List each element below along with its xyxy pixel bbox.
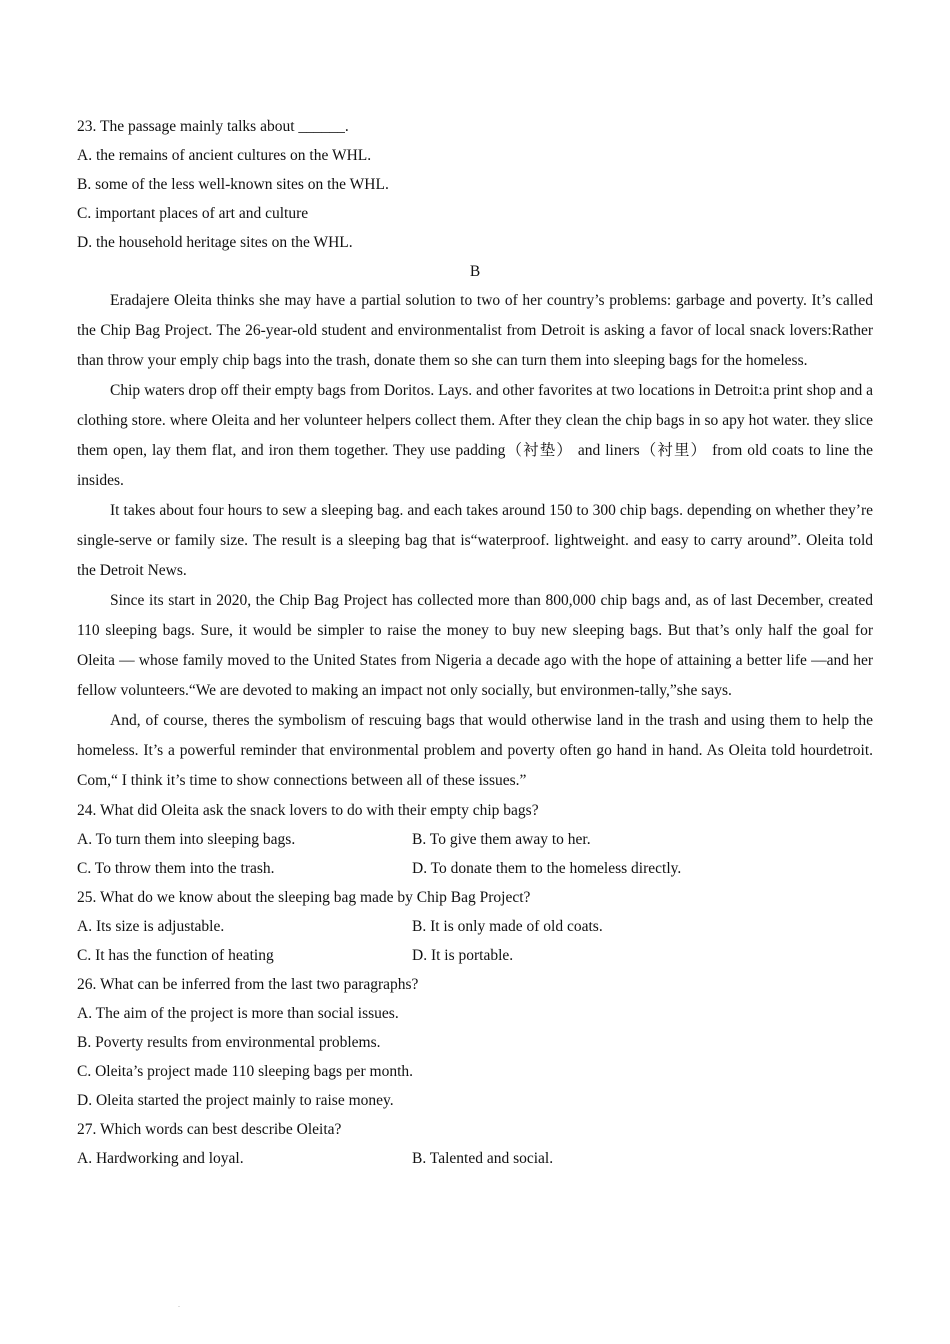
question-stem: 24. What did Oleita ask the snack lovers to do with their empty chip bags? [77,802,539,819]
option-c: C. To throw them into the trash. [77,860,275,877]
question-stem: 25. What do we know about the sleeping bag made by Chip Bag Project? [77,889,531,906]
document-content [77,112,873,1173]
option-row [77,825,873,854]
passage [77,286,873,796]
option-c: C. It has the function of heating [77,947,274,964]
question-stem: 27. Which words can best describe Oleita? [77,1121,342,1138]
option-d: D. It is portable. [412,947,514,964]
question-25 [77,883,873,970]
paragraph-4: Since its start in 2020, the Chip Bag Project has collected more than 800,000 chip bags and, as of last December, created 110 sleeping bags. Sure, it would be simpler to raise the money to buy new sleeping bags. But that’s only half the goal for Oleita — whose family moved to the United States from Nigeria a decade ago with the hope of attaining a better life —and her fellow volunteers.“We are devoted to making an impact not only socially, but environmen-tally,”she says. [77,592,873,699]
option-b: B. some of the less well-known sites on the WHL. [77,176,389,193]
option-d: D. Oleita started the project mainly to raise money. [77,1092,394,1109]
option-a: A. To turn them into sleeping bags. [77,831,296,848]
question-27 [77,1115,873,1173]
option-b: B. Poverty results from environmental problems. [77,1034,381,1051]
scan-mark: . [178,1300,180,1309]
option-d: D. To donate them to the homeless directly. [412,860,682,877]
question-stem: 26. What can be inferred from the last two paragraphs? [77,976,419,993]
option-c: C. important places of art and culture [77,205,309,222]
section-label: B [469,263,481,280]
option-a: A. Hardworking and loyal. [77,1150,244,1167]
paragraph-3: It takes about four hours to sew a sleeping bag. and each takes around 150 to 300 chip bags. depending on whether they’re single-serve or family size. The result is a sleeping bag that is“waterproof. lightweight. and easy to carry around”. Oleita told the Detroit News. [77,502,873,579]
option-b: B. It is only made of old coats. [412,918,603,935]
option-row [77,912,873,941]
option-a: A. The aim of the project is more than social issues. [77,1005,399,1022]
option-row [77,941,873,970]
question-26 [77,970,873,1115]
option-c: C. Oleita’s project made 110 sleeping bags per month. [77,1063,414,1080]
option-d: D. the household heritage sites on the WHL. [77,234,353,251]
option-a: A. Its size is adjustable. [77,918,225,935]
question-stem: 23. The passage mainly talks about ______. [77,118,349,135]
paragraph-5: And, of course, theres the symbolism of rescuing bags that would otherwise land in the trash and using them to help the homeless. It’s a powerful reminder that environmental problem and poverty often go hand in hand. As Oleita told hourdetroit. Com,“ I think it’s time to show connections between all of these issues.” [77,712,873,789]
option-b: B. Talented and social. [412,1150,554,1167]
option-a: A. the remains of ancient cultures on the WHL. [77,147,372,164]
option-row [77,854,873,883]
option-row [77,1144,873,1173]
paragraph-2: Chip waters drop off their empty bags from Doritos. Lays. and other favorites at two locations in Detroit:a print shop and a clothing store. where Oleita and her volunteer helpers collect them. After they clean the chip bags in so apy hot water. they slice them open, lay them flat, and iron them together. They use padding（衬垫） and liners（衬里） from old coats to line the insides. [77,382,873,489]
option-b: B. To give them away to her. [412,831,591,848]
question-23 [77,112,873,257]
question-24 [77,796,873,883]
paragraph-1: Eradajere Oleita thinks she may have a partial solution to two of her country’s problems: garbage and poverty. It’s called the Chip Bag Project. The 26-year-old student and environmentalist from Detroit is asking a favor of local snack lovers:Rather than throw your emply chip bags into the trash, donate them so she can turn them into sleeping bags for the homeless. [77,292,873,369]
